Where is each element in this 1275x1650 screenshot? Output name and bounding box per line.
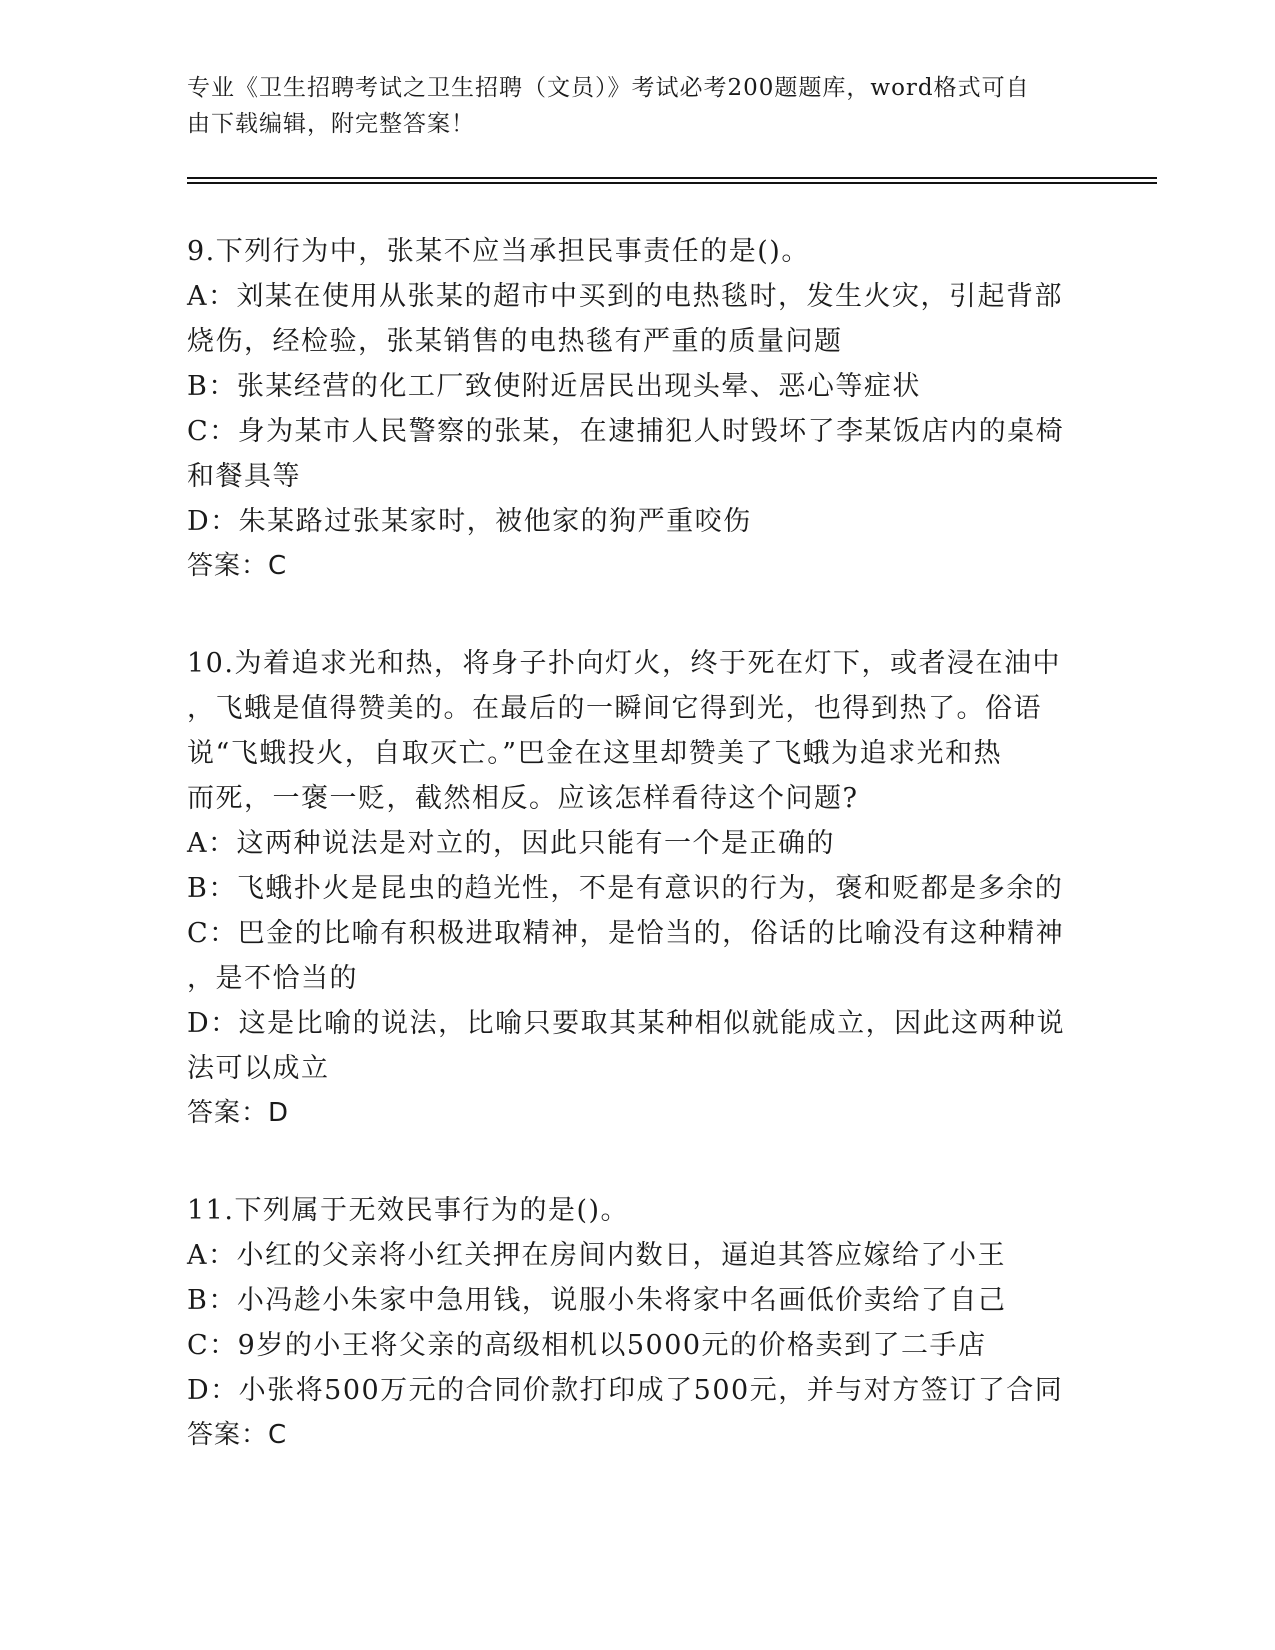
question-stem-continued: 而死，一褒一贬，截然相反。应该怎样看待这个问题? [187,783,859,814]
option-c-continued: 和餐具等 [187,461,301,492]
answer-line: 答案：C [187,551,288,581]
question-10 [187,641,1092,1136]
question-stem-continued: 说“飞蛾投火，自取灭亡。”巴金在这里却赞美了飞蛾为追求光和热 [187,738,1003,769]
question-9 [187,229,1092,589]
option-b: B：飞蛾扑火是昆虫的趋光性，不是有意识的行为，褒和贬都是多余的 [187,873,1064,904]
question-stem: 9.下列行为中，张某不应当承担民事责任的是()。 [187,236,810,267]
answer-line: 答案：D [187,1098,290,1128]
option-b: B：小冯趁小朱家中急用钱，说服小朱将家中名画低价卖给了自己 [187,1285,1007,1316]
question-stem-continued: ，飞蛾是值得赞美的。在最后的一瞬间它得到光，也得到热了。俗语 [187,693,1042,724]
option-c: C：巴金的比喻有积极进取精神，是恰当的，俗话的比喻没有这种精神 [187,918,1065,949]
option-b: B：张某经营的化工厂致使附近居民出现头晕、恶心等症状 [187,371,921,402]
question-list [187,229,1092,1510]
answer-line: 答案：C [187,1420,288,1450]
option-c: C：身为某市人民警察的张某，在逮捕犯人时毁坏了李某饭店内的桌椅 [187,416,1065,447]
option-d: D：这是比喻的说法，比喻只要取其某种相似就能成立，因此这两种说 [187,1008,1066,1039]
question-stem: 11.下列属于无效民事行为的是()。 [187,1195,630,1226]
option-c: C：9岁的小王将父亲的高级相机以5000元的价格卖到了二手店 [187,1330,987,1361]
option-c-continued: ，是不恰当的 [187,963,358,994]
option-d: D：小张将500万元的合同价款打印成了500元，并与对方签订了合同 [187,1375,1064,1406]
header-line: 由下载编辑，附完整答案！ [187,111,475,137]
header-line: 专业《卫生招聘考试之卫生招聘（文员）》考试必考200题题库，word格式可自 [187,75,1030,101]
option-a: A：小红的父亲将小红关押在房间内数日，逼迫其答应嫁给了小王 [187,1240,1006,1271]
document-header [187,70,1067,142]
question-11 [187,1188,1092,1458]
option-a: A：这两种说法是对立的，因此只能有一个是正确的 [187,828,835,859]
option-a-continued: 烧伤，经检验，张某销售的电热毯有严重的质量问题 [187,326,843,357]
option-a: A：刘某在使用从张某的超市中买到的电热毯时，发生火灾，引起背部 [187,281,1063,312]
question-stem: 10.为着追求光和热，将身子扑向灯火，终于死在灯下，或者浸在油中 [187,648,1061,679]
option-d-continued: 法可以成立 [187,1053,330,1084]
option-d: D：朱某路过张某家时，被他家的狗严重咬伤 [187,506,752,537]
header-divider [187,182,1157,184]
header-divider [187,177,1157,179]
